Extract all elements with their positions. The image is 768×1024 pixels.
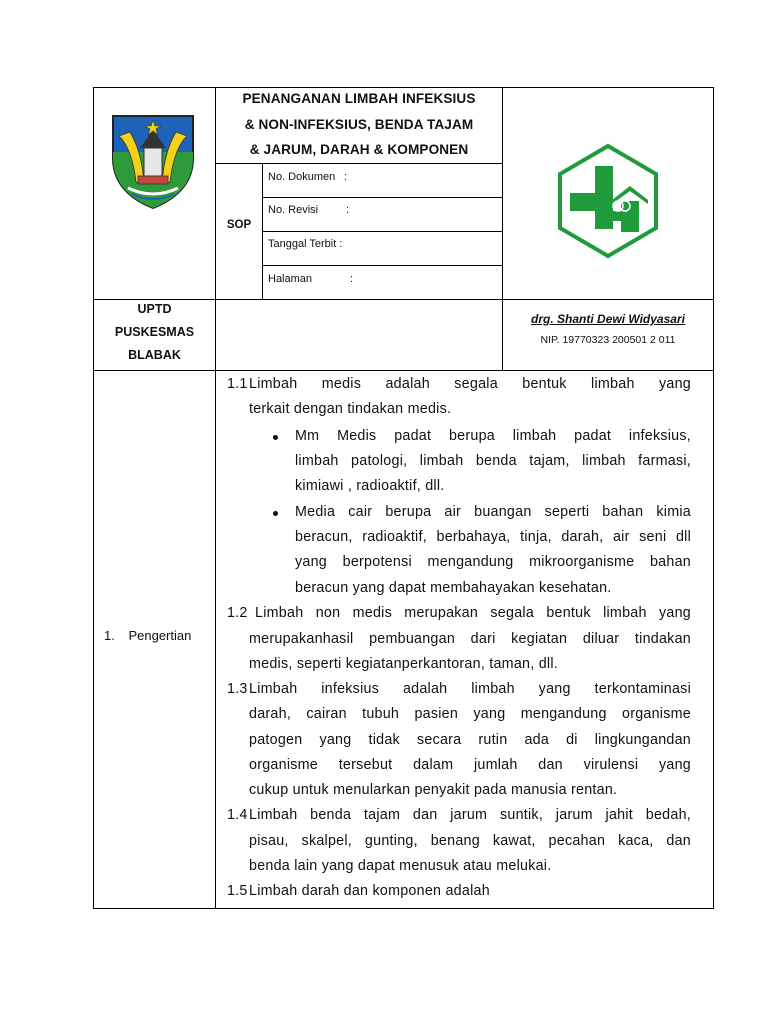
paragraph-1-4-line: benda lain yang dapat menusuk atau melukai. [249, 858, 552, 874]
row-divider-unit [93, 370, 714, 371]
page-colon: : [350, 273, 354, 285]
paragraph-1-3-line: patogen yang tidak secara rutin ada di lingkungandan [249, 732, 691, 748]
meta-divider-1 [262, 197, 503, 198]
paragraph-1-3-line: organisme tersebut dalam jumlah dan virulensi yang [249, 757, 691, 773]
page-label: Halaman [268, 273, 313, 285]
signer-name: drg. Shanti Dewi Widyasari [531, 312, 685, 326]
item-number-1-3: 1.3 [227, 681, 248, 697]
revision-label: No. Revisi [268, 204, 319, 216]
column-divider-right [502, 87, 503, 370]
meta-divider-2 [262, 231, 503, 232]
item-number-1-5: 1.5 [227, 883, 248, 899]
section-label [104, 628, 191, 643]
doc-number-label: No. Dokumen [268, 171, 336, 183]
unit-name [94, 298, 215, 367]
puskesmas-logo [552, 142, 664, 260]
paragraph-1-1-line: terkait dengan tindakan medis. [249, 401, 452, 417]
sop-label: SOP [226, 219, 252, 231]
doc-number-colon: : [344, 171, 348, 183]
document-title [216, 86, 502, 163]
regency-coat-of-arms-logo [110, 112, 196, 210]
paragraph-1-4-line: pisau, skalpel, gunting, benang kawat, pecahan kaca, dan [249, 833, 691, 849]
issue-date-label: Tanggal Terbit : [268, 238, 343, 250]
page-field [268, 273, 354, 285]
signer-nip: NIP. 19770323 200501 2 011 [540, 334, 676, 346]
paragraph-1-3-line: cukup untuk menularkan penyakit pada manusia rentan. [249, 782, 618, 798]
paragraph-1-4-line: Limbah benda tajam dan jarum suntik, jarum jahit bedah, [249, 807, 691, 823]
issue-date-field [268, 238, 342, 250]
bullet-1-line: limbah patologi, limbah benda tajam, limbah farmasi, [295, 453, 691, 469]
bullet-2-line: beracun, radioaktif, berbahaya, tinja, darah, air seni dll [295, 529, 691, 545]
section-title: Pengertian [128, 628, 192, 643]
bullet-2-line: beracun yang dapat membahayakan kesehatan. [295, 580, 612, 596]
paragraph-1-2-line: medis, seperti kegiatanperkantoran, taman, dll. [249, 656, 558, 672]
column-divider-main [215, 87, 216, 909]
bullet-1-line: Mm Medis padat berupa limbah padat infeksius, [295, 428, 691, 444]
bullet-2-line: yang berpotensi mengandung mikroorganisme bahan [295, 554, 691, 570]
bullet-2-line: Media cair berupa air buangan seperti bahan kimia [295, 504, 691, 520]
item-number-1-2: 1.2 [227, 605, 248, 621]
unit-line-2: PUSKESMAS [114, 325, 195, 339]
title-line-2: & NON-INFEKSIUS, BENDA TAJAM [244, 116, 474, 132]
table-border-left [93, 87, 94, 909]
doc-number-field [268, 171, 348, 183]
item-number-1-4: 1.4 [227, 807, 248, 823]
table-border-right [713, 87, 714, 909]
paragraph-1-2-line: merupakanhasil pembuangan dari kegiatan diluar tindakan [249, 631, 691, 647]
title-line-3: & JARUM, DARAH & KOMPONEN [249, 142, 469, 157]
row-divider-title [215, 163, 503, 164]
meta-divider-3 [262, 265, 503, 266]
bullet-dot [273, 435, 278, 440]
paragraph-1-2-line: Limbah non medis merupakan segala bentuk limbah yang [255, 605, 691, 621]
title-line-1: PENANGANAN LIMBAH INFEKSIUS [242, 91, 476, 106]
item-number-1-1: 1.1 [227, 376, 248, 392]
unit-line-1: UPTD [137, 302, 172, 316]
section-number: 1. [104, 628, 115, 643]
bullet-1-line: kimiawi , radioaktif, dll. [295, 478, 445, 494]
paragraph-1-3-line: darah, cairan tubuh pasien yang mengandung organisme [249, 706, 691, 722]
revision-colon: : [346, 204, 350, 216]
paragraph-1-5-line: Limbah darah dan komponen adalah [249, 883, 490, 899]
bullet-dot [273, 511, 278, 516]
table-border-bottom [93, 908, 714, 909]
revision-field [268, 204, 350, 216]
unit-line-3: BLABAK [128, 348, 181, 362]
paragraph-1-1-line: Limbah medis adalah segala bentuk limbah yang [249, 376, 691, 392]
paragraph-1-3-line: Limbah infeksius adalah limbah yang terkontaminasi [249, 681, 691, 697]
